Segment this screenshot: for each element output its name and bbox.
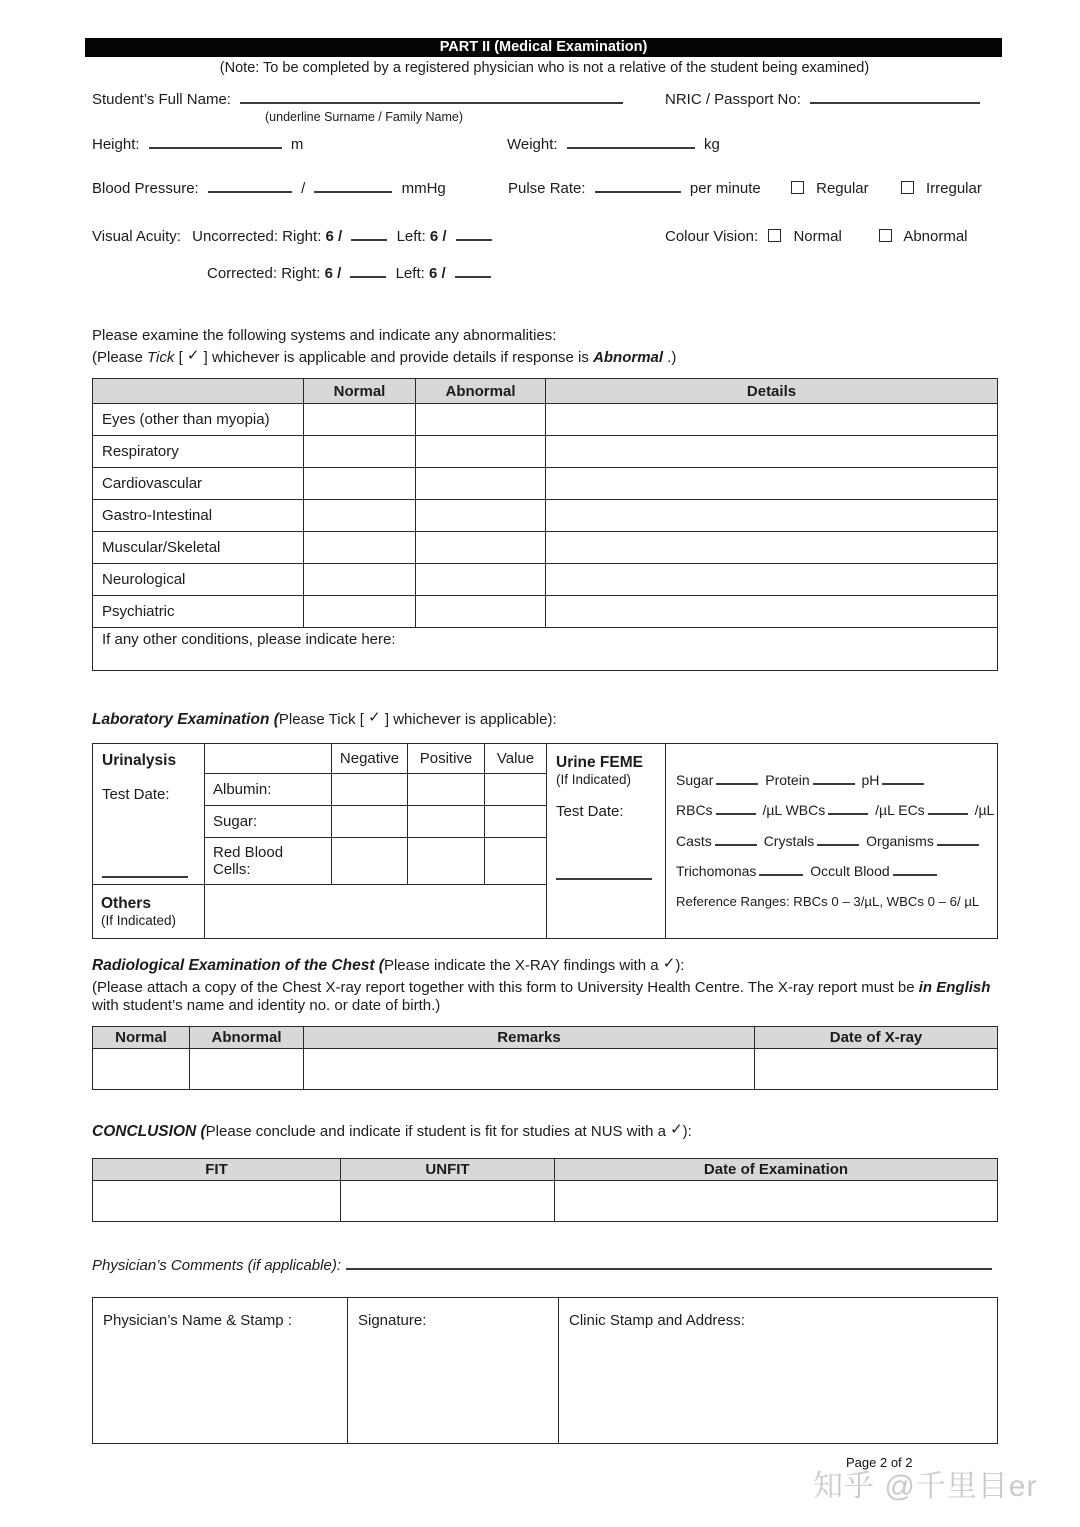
urinalysis-test-date-input[interactable]	[102, 876, 188, 878]
radiology-heading	[92, 956, 997, 975]
corrected-right-label: Right:	[281, 265, 321, 282]
lab-heading-title: Laboratory Examination (	[92, 711, 279, 728]
feme-protein-input[interactable]	[813, 772, 855, 785]
rbc-label: Red Blood Cells:	[205, 838, 332, 885]
feme-line-4	[676, 856, 987, 887]
intro2-open: (Please	[92, 349, 143, 366]
part2-title-bar	[85, 38, 1002, 57]
uncorrected-left-input[interactable]	[456, 228, 492, 241]
abnormal-tick-cell[interactable]	[416, 500, 546, 532]
colour-vision-label: Colour Vision:	[665, 228, 759, 245]
fit-cell[interactable]	[93, 1181, 341, 1222]
bp-label: Blood Pressure:	[92, 180, 199, 197]
comments-label: Physician’s Comments (if applicable):	[92, 1257, 341, 1274]
radiology-heading-b: ):	[675, 957, 685, 974]
details-cell[interactable]	[546, 468, 998, 500]
table-row	[93, 596, 998, 628]
pulse-unit: per minute	[689, 180, 761, 197]
pulse-group	[508, 180, 982, 197]
urinalysis-label: Urinalysis	[102, 752, 177, 769]
feme-organisms-input[interactable]	[937, 833, 979, 846]
table-row	[93, 436, 998, 468]
xray-abnormal-cell[interactable]	[190, 1049, 304, 1090]
corrected-left-six: 6 /	[428, 265, 446, 282]
name-row	[92, 91, 997, 108]
radiology-col-normal: Normal	[93, 1027, 190, 1049]
table-row	[93, 500, 998, 532]
intro2-close: .)	[667, 349, 677, 366]
conclusion-col-unfit: UNFIT	[341, 1159, 555, 1181]
colour-normal-label: Normal	[793, 228, 842, 245]
details-cell[interactable]	[546, 564, 998, 596]
clinic-stamp-label: Clinic Stamp and Address:	[569, 1312, 745, 1329]
watermark: 知乎 @千里目er	[813, 1470, 1038, 1503]
clinic-stamp-cell[interactable]	[559, 1298, 998, 1444]
corrected-left-label: Left:	[395, 265, 425, 282]
intro2-tick-word: Tick	[147, 349, 175, 366]
radiology-entry-row	[93, 1049, 998, 1090]
exam-date-cell[interactable]	[555, 1181, 998, 1222]
systems-header-abnormal: Abnormal	[416, 379, 546, 404]
xray-normal-cell[interactable]	[93, 1049, 190, 1090]
pulse-irregular-label: Irregular	[925, 180, 982, 197]
comments-input[interactable]	[346, 1257, 992, 1270]
albumin-value-cell[interactable]	[485, 774, 547, 806]
details-cell[interactable]	[546, 500, 998, 532]
feme-ecs-input[interactable]	[928, 802, 968, 815]
system-label: Muscular/Skeletal	[93, 532, 304, 564]
urine-feme-cell	[547, 744, 666, 939]
feme-ph-input[interactable]	[882, 772, 924, 785]
lab-col-value: Value	[485, 744, 547, 774]
physician-name-stamp-label: Physician’s Name & Stamp :	[103, 1312, 292, 1329]
conclusion-heading-b: ):	[682, 1123, 692, 1140]
feme-organisms-label: Organisms	[866, 832, 934, 849]
feme-protein-label: Protein	[765, 771, 810, 788]
signature-label: Signature:	[358, 1312, 427, 1329]
radiology-header-row	[93, 1027, 998, 1049]
tick-icon: ✓	[368, 709, 381, 726]
intro2-mid: ] whichever is applicable and provide details if response is	[203, 349, 589, 366]
lab-col-positive: Positive	[408, 744, 485, 774]
details-cell[interactable]	[546, 532, 998, 564]
unfit-cell[interactable]	[341, 1181, 555, 1222]
bp-unit: mmHg	[401, 180, 446, 197]
corrected-left-input[interactable]	[455, 265, 491, 278]
other-conditions-cell[interactable]: If any other conditions, please indicate here:	[93, 628, 998, 671]
rbc-negative-cell[interactable]	[332, 838, 408, 885]
conclusion-heading	[92, 1122, 997, 1141]
feme-wbcs-label: /µL WBCs	[762, 802, 826, 819]
height-weight-row	[92, 136, 997, 153]
details-cell[interactable]	[546, 404, 998, 436]
feme-reference-ranges: Reference Ranges: RBCs 0 – 3/µL, WBCs 0 – 6/ µL	[676, 893, 980, 909]
corrected-right-six: 6 /	[324, 265, 342, 282]
corrected-row	[207, 265, 1080, 282]
feme-casts-label: Casts	[676, 832, 712, 849]
abnormal-tick-cell[interactable]	[416, 532, 546, 564]
sugar-positive-cell[interactable]	[408, 806, 485, 838]
feme-trichomonas-input[interactable]	[759, 863, 803, 876]
feme-rbcs-label: RBCs	[676, 802, 713, 819]
radiology-paragraph	[92, 979, 1000, 1014]
conclusion-entry-row	[93, 1181, 998, 1222]
radiology-para-a: (Please attach a copy of the Chest X-ray report together with this form to University Health Centre. The X-ray report must be	[92, 979, 915, 996]
xray-date-cell[interactable]	[755, 1049, 998, 1090]
tick-icon: ✓	[662, 955, 676, 972]
lab-heading	[92, 710, 997, 729]
lab-heading-a: Please Tick [	[278, 711, 364, 728]
systems-intro-1: Please examine the following systems and indicate any abnormalities:	[92, 327, 557, 344]
feme-sugar-input[interactable]	[716, 772, 758, 785]
abnormal-tick-cell[interactable]	[416, 564, 546, 596]
tick-icon: ✓	[670, 1121, 683, 1138]
details-cell[interactable]	[546, 436, 998, 468]
pulse-regular-label: Regular	[816, 180, 869, 197]
rbc-value-cell[interactable]	[485, 838, 547, 885]
pulse-regular-checkbox[interactable]	[791, 181, 804, 194]
student-name-input[interactable]	[240, 91, 623, 104]
system-label: Eyes (other than myopia)	[93, 404, 304, 436]
visual-acuity-label: Visual Acuity:	[92, 228, 181, 245]
conclusion-header-row	[93, 1159, 998, 1181]
albumin-positive-cell[interactable]	[408, 774, 485, 806]
abnormal-tick-cell[interactable]	[416, 436, 546, 468]
signature-cell[interactable]	[348, 1298, 559, 1444]
system-label: Cardiovascular	[93, 468, 304, 500]
height-input[interactable]	[149, 136, 282, 149]
comments-row	[92, 1257, 997, 1274]
abnormal-tick-cell[interactable]	[416, 404, 546, 436]
radiology-table	[92, 1026, 998, 1090]
weight-input[interactable]	[567, 136, 695, 149]
system-label: Gastro-Intestinal	[93, 500, 304, 532]
system-label: Respiratory	[93, 436, 304, 468]
urinalysis-cell	[93, 744, 205, 885]
systems-header-details: Details	[546, 379, 998, 404]
student-name-label: Student’s Full Name:	[92, 91, 231, 108]
feme-rbcs-input[interactable]	[716, 802, 756, 815]
conclusion-col-fit: FIT	[93, 1159, 341, 1181]
colour-vision-group	[665, 228, 968, 245]
feme-occult-blood-input[interactable]	[893, 863, 937, 876]
rbc-positive-cell[interactable]	[408, 838, 485, 885]
lab-empty-header-cell	[205, 744, 332, 774]
intro2-abnormal: Abnormal	[593, 349, 664, 366]
normal-tick-cell[interactable]	[304, 500, 416, 532]
lab-table	[92, 743, 998, 939]
other-conditions-row	[93, 628, 998, 671]
sugar-negative-cell[interactable]	[332, 806, 408, 838]
table-row	[93, 532, 998, 564]
normal-tick-cell[interactable]	[304, 596, 416, 628]
albumin-label: Albumin:	[205, 774, 332, 806]
feme-test-date-label: Test Date:	[556, 803, 624, 820]
albumin-negative-cell[interactable]	[332, 774, 408, 806]
uncorrected-left-label: Left:	[396, 228, 426, 245]
urine-feme-label: Urine FEME	[556, 754, 643, 771]
conclusion-col-date: Date of Examination	[555, 1159, 998, 1181]
normal-tick-cell[interactable]	[304, 532, 416, 564]
conclusion-table	[92, 1158, 998, 1222]
colour-abnormal-label: Abnormal	[903, 228, 968, 245]
height-unit: m	[290, 136, 304, 153]
systems-table	[92, 378, 998, 671]
corrected-label: Corrected:	[207, 265, 278, 282]
colour-abnormal-checkbox[interactable]	[879, 229, 892, 242]
uncorrected-right-label: Right:	[282, 228, 322, 245]
signoff-row	[93, 1298, 998, 1444]
weight-unit: kg	[703, 136, 720, 153]
table-row	[93, 564, 998, 596]
others-note: (If Indicated)	[101, 913, 177, 928]
feme-trichomonas-label: Trichomonas	[676, 863, 757, 880]
lab-header-row	[93, 744, 998, 774]
radiology-col-remarks: Remarks	[304, 1027, 755, 1049]
radiology-heading-a: Please indicate the X-RAY findings with a	[383, 957, 659, 974]
conclusion-heading-a: Please conclude and indicate if student is fit for studies at NUS with a	[205, 1123, 666, 1140]
bp-diastolic-input[interactable]	[314, 180, 392, 193]
visual-acuity-row	[92, 228, 997, 245]
radiology-para-b: with student’s name and identity no. or date of birth.)	[92, 996, 441, 1014]
pulse-input[interactable]	[595, 180, 681, 193]
part2-note: (Note: To be completed by a registered physician who is not a relative of the student being examined)	[219, 60, 870, 76]
page-number: Page 2 of 2	[846, 1455, 913, 1470]
height-label: Height:	[92, 136, 140, 153]
nric-input[interactable]	[810, 91, 980, 104]
radiology-col-date: Date of X-ray	[755, 1027, 998, 1049]
radiology-heading-title: Radiological Examination of the Chest (	[92, 957, 384, 974]
conclusion-heading-title: CONCLUSION (	[92, 1123, 206, 1140]
systems-header-row	[93, 379, 998, 404]
radiology-para-bold: in English	[918, 979, 991, 996]
uncorrected-left-six: 6 /	[429, 228, 447, 245]
uncorrected-right-six: 6 /	[325, 228, 343, 245]
feme-results-cell	[666, 744, 998, 939]
nric-label: NRIC / Passport No:	[665, 91, 801, 108]
weight-group	[507, 136, 720, 153]
uncorrected-label: Uncorrected:	[192, 228, 278, 245]
others-value-cell[interactable]	[205, 885, 547, 939]
pulse-label: Pulse Rate:	[508, 180, 586, 197]
pulse-irregular-checkbox[interactable]	[901, 181, 914, 194]
sugar-label: Sugar:	[205, 806, 332, 838]
feme-ul-label: /µL	[974, 802, 995, 819]
tick-icon: ✓	[186, 347, 200, 364]
name-subnote: (underline Surname / Family Name)	[265, 110, 463, 124]
table-row	[93, 404, 998, 436]
normal-tick-cell[interactable]	[304, 436, 416, 468]
radiology-col-abnormal: Abnormal	[190, 1027, 304, 1049]
corrected-right-input[interactable]	[350, 265, 386, 278]
normal-tick-cell[interactable]	[304, 564, 416, 596]
intro2-bracket-open: [	[178, 349, 183, 366]
bp-systolic-input[interactable]	[208, 180, 292, 193]
xray-remarks-cell[interactable]	[304, 1049, 755, 1090]
physician-name-stamp-cell[interactable]	[93, 1298, 348, 1444]
bp-slash: /	[301, 180, 306, 197]
signoff-table	[92, 1297, 998, 1444]
colour-normal-checkbox[interactable]	[768, 229, 781, 242]
urinalysis-test-date-label: Test Date:	[102, 786, 170, 803]
feme-ph-label: pH	[861, 771, 880, 788]
weight-label: Weight:	[507, 136, 558, 153]
normal-tick-cell[interactable]	[304, 468, 416, 500]
system-label: Psychiatric	[93, 596, 304, 628]
bp-pulse-row	[92, 180, 997, 197]
others-cell	[93, 885, 205, 939]
systems-header-normal: Normal	[304, 379, 416, 404]
feme-crystals-label: Crystals	[763, 832, 815, 849]
part2-title: PART II (Medical Examination)	[439, 39, 648, 55]
systems-intro-2	[92, 348, 997, 366]
urine-feme-note: (If Indicated)	[556, 772, 632, 787]
feme-line-1	[676, 765, 987, 796]
feme-ecs-label: /µL ECs	[875, 802, 925, 819]
feme-crystals-input[interactable]	[817, 833, 859, 846]
abnormal-tick-cell[interactable]	[416, 468, 546, 500]
feme-occult-blood-label: Occult Blood	[810, 863, 890, 880]
feme-wbcs-input[interactable]	[828, 802, 868, 815]
normal-tick-cell[interactable]	[304, 404, 416, 436]
nric-group	[665, 91, 985, 108]
feme-sugar-label: Sugar	[676, 771, 714, 788]
uncorrected-right-input[interactable]	[351, 228, 387, 241]
feme-line-2	[676, 795, 995, 826]
feme-line-3	[676, 826, 987, 857]
feme-casts-input[interactable]	[715, 833, 757, 846]
lab-heading-b: ] whichever is applicable):	[384, 711, 557, 728]
abnormal-tick-cell[interactable]	[416, 596, 546, 628]
others-label: Others	[101, 895, 151, 912]
system-label: Neurological	[93, 564, 304, 596]
systems-header-empty	[93, 379, 304, 404]
table-row	[93, 468, 998, 500]
sugar-value-cell[interactable]	[485, 806, 547, 838]
details-cell[interactable]	[546, 596, 998, 628]
lab-col-negative: Negative	[332, 744, 408, 774]
feme-test-date-input[interactable]	[556, 878, 652, 880]
